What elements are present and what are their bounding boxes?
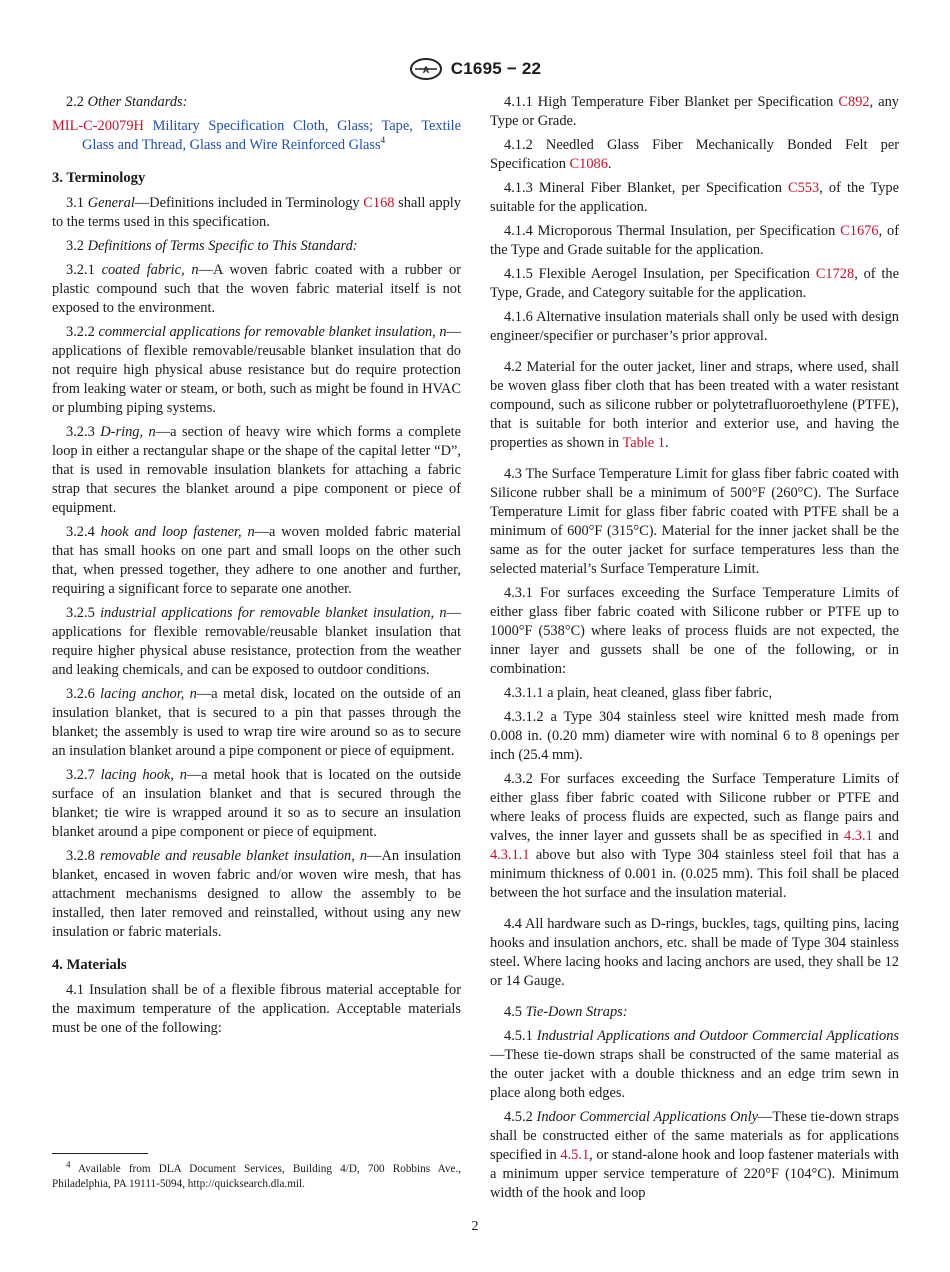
footnote-marker: 4	[380, 135, 386, 146]
section-4-1-4: 4.1.4 Microporous Thermal Insulation, per Specification C1676, of the Type and Grade suitable for the application.	[490, 223, 899, 258]
section-4-3-1-2: 4.3.1.2 a Type 304 stainless steel wire knitted mesh made from 0.008 in. (0.20 mm) diameter wire with nominal 6 to 8 openings per inch (25.4 mm).	[490, 709, 899, 763]
section-4-1-3: 4.1.3 Mineral Fiber Blanket, per Specification C553, of the Type suitable for the application.	[490, 180, 899, 215]
section-3-1: 3.1 General—Definitions included in Terminology C168 shall apply to the terms used in this specification.	[52, 195, 461, 230]
ref-4-5-1-link[interactable]: 4.5.1	[560, 1147, 590, 1163]
c1728-link[interactable]: C1728	[815, 266, 855, 282]
definition-3-2-6: 3.2.6 lacing anchor, n—a metal disk, located on the outside of an insulation blanket, that is secured to a pin that passes through the blanket; the assembly is used to wrap tire wire around so as to secure an insulation blanket around a pipe component or piece of equipment.	[52, 686, 461, 759]
section-4-1-5: 4.1.5 Flexible Aerogel Insulation, per Specification C1728, of the Type, Grade, and Category suitable for the application.	[490, 266, 899, 301]
astm-logo-icon	[409, 57, 443, 81]
section-4-3: 4.3 The Surface Temperature Limit for glass fiber fabric coated with Silicone rubber shall be a minimum of 500°F (260°C). The Surface Temperature Limit for glass fiber fabric coated with PTFE shall be a minimum of 600°F (315°C). Material for the inner jacket shall be the same as for the outer jacket for surface temperatures less than the selected material’s Surface Temperature Limit.	[490, 466, 899, 577]
c892-link[interactable]: C892	[838, 94, 870, 110]
section-4-3-1: 4.3.1 For surfaces exceeding the Surface Temperature Limits of either glass fiber fabric coated with Silicone rubber or PTFE up to 1000°F (538°C) where leaks of process fluids are not expected, the inner layer and gussets shall be one of the following, or in combination:	[490, 585, 899, 677]
section-4-2: 4.2 Material for the outer jacket, liner and straps, where used, shall be woven glass fiber cloth that has been treated with a water resistant compound, such as silicone rubber or polytetrafluoroethylene (PTFE), that is suitable for both interior and exterior use, and having the properties as shown in Table 1.	[490, 359, 899, 451]
milspec-reference	[52, 117, 461, 155]
section-4-1-2: 4.1.2 Needled Glass Fiber Mechanically Bonded Felt per Specification C1086.	[490, 137, 899, 172]
page-header	[0, 56, 950, 82]
table-1-link[interactable]: Table 1	[622, 435, 665, 451]
left-column	[52, 93, 461, 1043]
definition-3-2-5: 3.2.5 industrial applications for removable blanket insulation, n—applications for flexible removable/reusable blanket insulation that require higher physical abuse resistance, protection from the weather and leaking chemicals, and can be exposed to outdoor conditions.	[52, 605, 461, 678]
footnote	[52, 1159, 461, 1192]
svg-text:A: A	[422, 65, 430, 75]
footnote-divider	[52, 1153, 148, 1154]
definition-3-2-1: 3.2.1 coated fabric, n—A woven fabric coated with a rubber or plastic compound such that the woven fabric material itself is not exposed to the environment.	[52, 262, 461, 316]
definition-3-2-8: 3.2.8 removable and reusable blanket insulation, n—An insulation blanket, encased in woven fabric and/or woven wire mesh, that has attachment mechanisms designed to allow the assembly to be installed, then later removed and reinstalled, without using any new insulation or fabric materials.	[52, 848, 461, 940]
ref-4-3-1-1-link[interactable]: 4.3.1.1	[490, 847, 530, 863]
section-4-3-2: 4.3.2 For surfaces exceeding the Surface Temperature Limits of either glass fiber fabric coated with Silicone rubber or PTFE and where leaks of process fluids are expected, such as flange pairs and valves, the inner layer and gussets shall be as specified in 4.3.1 and 4.3.1.1 above but also with Type 304 stainless steel foil that has a minimum thickness of 0.001 in. (0.025 mm). This foil shall be placed between the hot surface and the insulation material.	[490, 771, 899, 901]
section-2-2: 2.2 Other Standards:	[66, 94, 188, 110]
section-3-heading: 3. Terminology	[52, 170, 146, 186]
ref-4-3-1-link[interactable]: 4.3.1	[844, 828, 873, 844]
section-4-5: 4.5 Tie-Down Straps:	[504, 1004, 628, 1020]
milspec-code-link[interactable]: MIL-C-20079H	[52, 118, 144, 134]
section-4-1-1: 4.1.1 High Temperature Fiber Blanket per Specification C892, any Type or Grade.	[490, 94, 899, 129]
section-4-3-1-1: 4.3.1.1 a plain, heat cleaned, glass fiber fabric,	[504, 685, 773, 701]
section-4-1-6: 4.1.6 Alternative insulation materials shall only be used with design engineer/specifier or purchaser’s prior approval.	[490, 309, 899, 344]
section-4-4: 4.4 All hardware such as D-rings, buckles, tags, quilting pins, lacing hooks and insulation anchors, etc. shall be made of Type 304 stainless steel. Where lacing hooks and lacing anchors are used, they shall be 12 or 14 Gauge.	[490, 916, 899, 989]
right-column	[490, 93, 899, 1208]
definition-3-2-2: 3.2.2 commercial applications for removable blanket insulation, n—applications of flexible removable/reusable blanket insulation that do not require high physical abuse resistance but do require protection from leaking water or steam, or both, such as might be found in HVAC or plumbing piping systems.	[52, 324, 461, 416]
definition-3-2-7: 3.2.7 lacing hook, n—a metal hook that is located on the outside surface of an insulation blanket and that is secured through the blanket; tie wire is wrapped around it so as to secure an insulation blanket around a pipe component or piece of equipment.	[52, 767, 461, 840]
footnote-number: 4	[66, 1159, 71, 1170]
footnote-text: Available from DLA Document Services, Building 4/D, 700 Robbins Ave., Philadelphia, PA 19111-5094, http://quicksearch.dla.mil.	[52, 1163, 461, 1190]
standard-designation: C1695 − 22	[450, 59, 542, 78]
section-4-5-2: 4.5.2 Indoor Commercial Applications Only—These tie-down straps shall be constructed either of the same materials as for applications specified in 4.5.1, or stand-alone hook and loop fastener materials with a minimum upper service temperature of 220°F (104°C). Minimum width of the hook and loop	[490, 1109, 899, 1201]
c553-link[interactable]: C553	[788, 180, 820, 196]
page-number: 2	[471, 1219, 479, 1234]
section-4-5-1: 4.5.1 Industrial Applications and Outdoor Commercial Applications—These tie-down straps shall be constructed of the same material as the outer jacket with a double thickness and an edge trim sewn in place along both edges.	[490, 1028, 899, 1101]
c1086-link[interactable]: C1086	[569, 156, 608, 172]
section-4-heading: 4. Materials	[52, 957, 127, 973]
milspec-title: Military Specification Cloth, Glass; Tape, Textile Glass and Thread, Glass and Wire Reinforced Glass	[82, 118, 461, 153]
section-4-1: 4.1 Insulation shall be of a flexible fibrous material acceptable for the maximum temperature of the application. Acceptable materials must be one of the following:	[52, 982, 461, 1036]
section-3-2: 3.2 Definitions of Terms Specific to This Standard:	[66, 238, 358, 254]
definition-3-2-4: 3.2.4 hook and loop fastener, n—a woven molded fabric material that has small hooks on one part and small loops on the other such that, when pressed together, they adhere to one another and further, requiring a significant force to separate one another.	[52, 524, 461, 597]
c1676-link[interactable]: C1676	[840, 223, 879, 239]
definition-3-2-3: 3.2.3 D-ring, n—a section of heavy wire which forms a complete loop in either a rectangular shape or the shape of the capital letter “D”, that is used in removable insulation blankets for attaching a fabric strap that secures the blanket around a pipe component or piece of equipment.	[52, 424, 461, 516]
c168-link[interactable]: C168	[363, 195, 395, 211]
